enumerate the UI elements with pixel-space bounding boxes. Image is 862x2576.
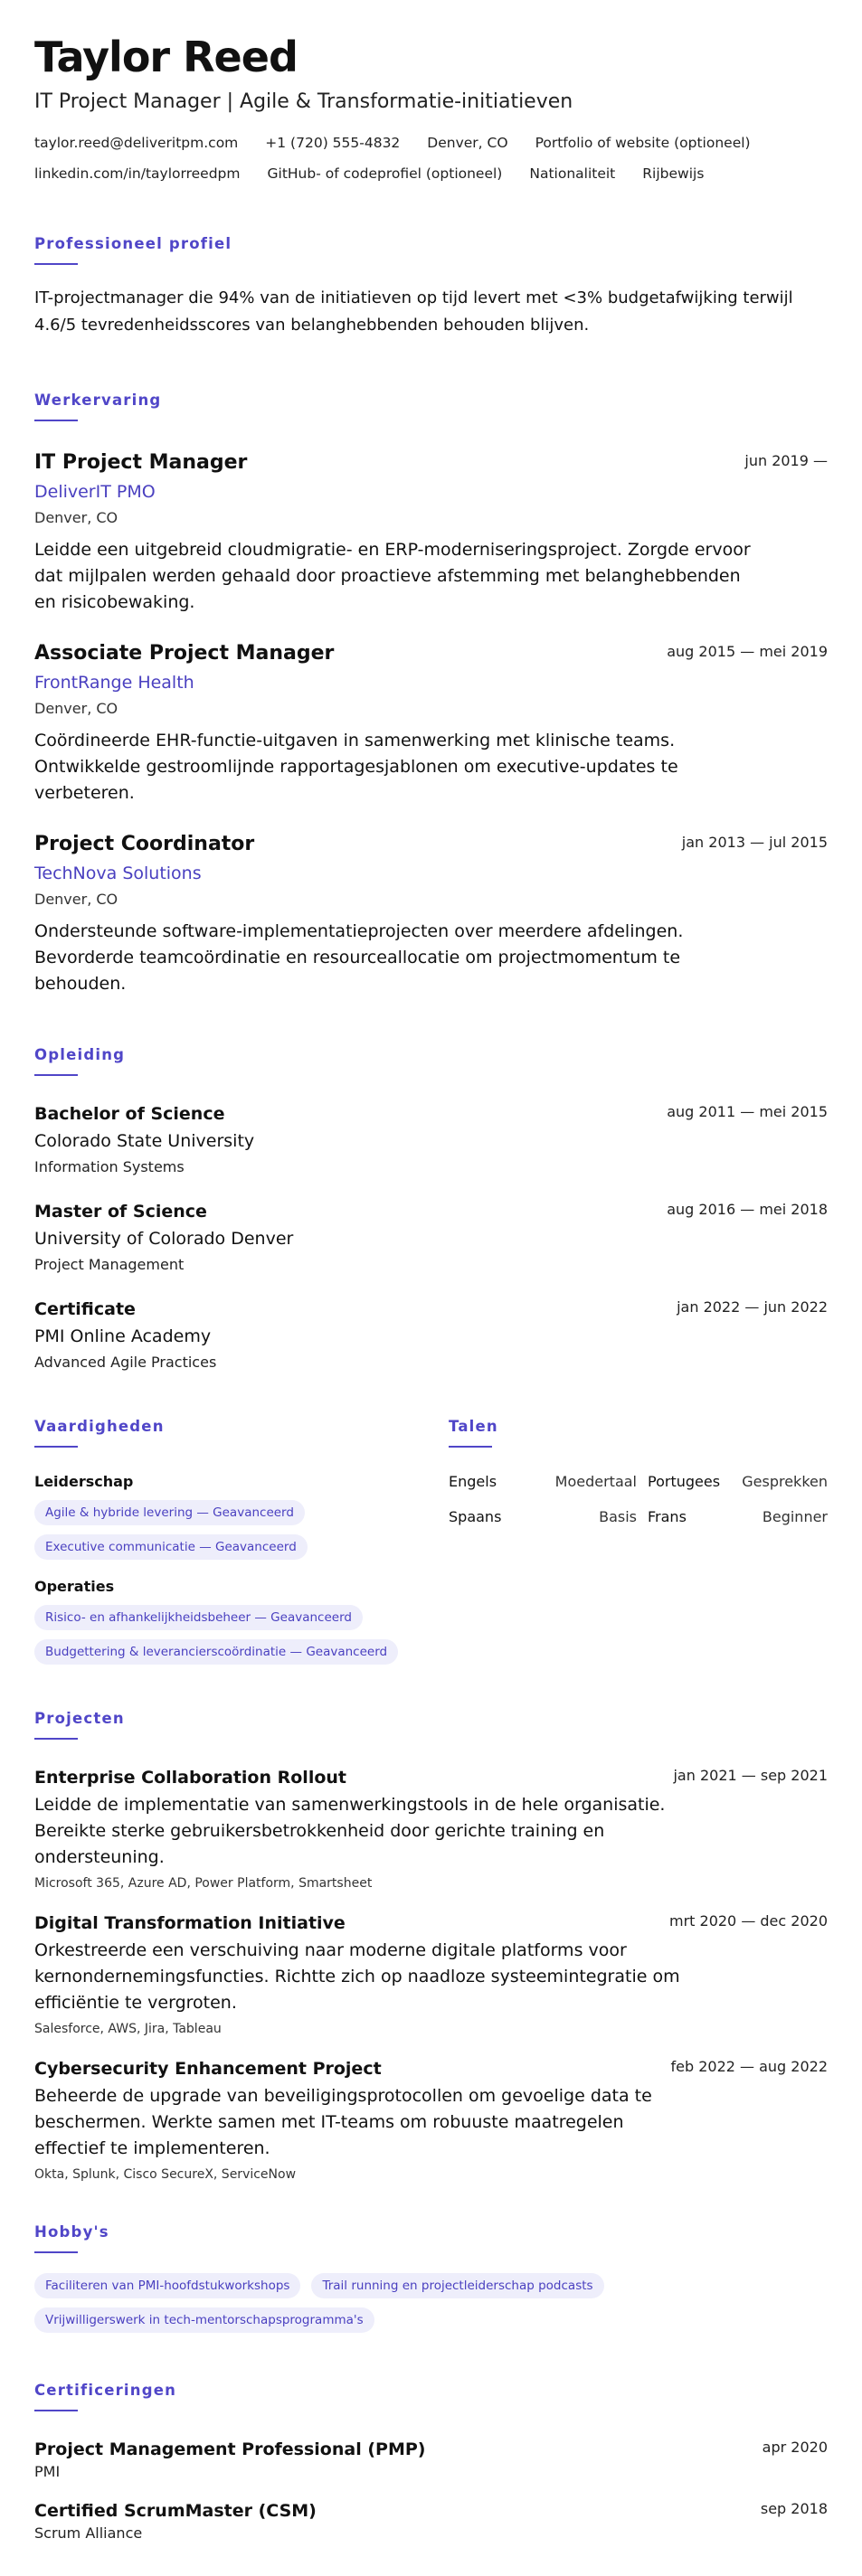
cert-title: Certified ScrumMaster (CSM) <box>34 2501 317 2521</box>
contact-linkedin[interactable]: linkedin.com/in/taylorreedpm <box>34 165 241 182</box>
certification-entry <box>34 2500 828 2543</box>
section-title-experience: Werkervaring <box>34 392 162 409</box>
job-dates: aug 2015 — mei 2019 <box>667 643 828 660</box>
language-name: Spaans <box>449 1508 502 1525</box>
edu-degree: Bachelor of Science <box>34 1104 225 1124</box>
section-title-profile: Professioneel profiel <box>34 235 232 252</box>
section-title-education: Opleiding <box>34 1046 126 1063</box>
job-dates: jun 2019 — <box>744 452 828 469</box>
project-entry <box>34 1767 828 1892</box>
edu-field: Project Management <box>34 1256 185 1273</box>
hobbies-section <box>34 2223 828 2342</box>
education-entry <box>34 1103 828 1177</box>
edu-school: PMI Online Academy <box>34 1326 212 1346</box>
project-description: Leidde de implementatie van samenwerkingstools in de hele organisatie. Bereikte sterke gebruikersbetrokkenheid door gerichte training en ondersteuning. <box>34 1795 666 1867</box>
job-title: Project Coordinator <box>34 833 255 855</box>
edu-school: University of Colorado Denver <box>34 1229 294 1249</box>
project-entry <box>34 1912 828 2038</box>
contact-github[interactable]: GitHub- of codeprofiel (optioneel) <box>267 165 503 182</box>
project-description: Beheerde de upgrade van beveiligingsprotocollen om gevoelige data te beschermen. Werkte samen met IT-teams om robuuste maatregelen effectief te implementeren. <box>34 2086 652 2158</box>
hobby-tag: Faciliteren van PMI-hoofdstukworkshops <box>34 2273 300 2298</box>
section-divider <box>449 1446 492 1448</box>
job-location: Denver, CO <box>34 509 118 526</box>
cert-date: apr 2020 <box>762 2439 828 2456</box>
section-divider <box>34 1446 78 1448</box>
hobby-tags <box>34 2273 668 2342</box>
projects-section <box>34 1710 828 2184</box>
job-entry <box>34 450 828 616</box>
job-dates: jan 2013 — jul 2015 <box>681 834 828 851</box>
edu-dates: aug 2016 — mei 2018 <box>667 1201 828 1218</box>
language-level: Beginner <box>762 1508 828 1525</box>
contact-nationality: Nationaliteit <box>529 165 616 182</box>
hobby-tag: Trail running en projectleiderschap podcasts <box>311 2273 603 2298</box>
section-title-hobbies: Hobby's <box>34 2223 109 2241</box>
profile-text: IT-projectmanager die 94% van de initiatieven op tijd levert met <3% budgetafwijking terwijl 4.6/5 tevredenheidsscores van belanghebbenden behouden blijven. <box>34 288 793 335</box>
project-title: Digital Transformation Initiative <box>34 1913 346 1933</box>
skill-group <box>34 1578 449 1665</box>
project-dates: jan 2021 — sep 2021 <box>673 1767 828 1784</box>
job-company: FrontRange Health <box>34 673 194 693</box>
resume-header <box>34 33 828 183</box>
edu-dates: jan 2022 — jun 2022 <box>677 1298 828 1316</box>
job-location: Denver, CO <box>34 700 118 717</box>
job-description: Coördineerde EHR-functie-uitgaven in samenwerking met klinische teams. Ontwikkelde gestroomlijnde rapportagesjablonen om executive-updates te verbeteren. <box>34 731 678 803</box>
job-entry <box>34 641 828 807</box>
skills-languages-row <box>34 1418 828 1665</box>
edu-dates: aug 2011 — mei 2015 <box>667 1103 828 1120</box>
contact-location: Denver, CO <box>427 135 508 151</box>
job-title: IT Project Manager <box>34 451 248 474</box>
section-divider <box>34 1738 78 1740</box>
section-title-projects: Projecten <box>34 1710 125 1727</box>
hobby-tag: Vrijwilligerswerk in tech-mentorschapsprogramma's <box>34 2307 374 2333</box>
certifications-section <box>34 2382 828 2543</box>
skill-tag: Agile & hybride levering — Geavanceerd <box>34 1500 305 1525</box>
cert-date: sep 2018 <box>760 2500 828 2517</box>
cert-title: Project Management Professional (PMP) <box>34 2439 426 2459</box>
contact-row-2 <box>34 165 828 183</box>
job-description: Ondersteunde software-implementatieprojecten over meerdere afdelingen. Bevorderde teamcoördinatie en resourceallocatie om projectmomentum te behouden. <box>34 921 684 994</box>
section-divider <box>34 263 78 265</box>
education-section <box>34 1046 828 1373</box>
section-title-skills: Vaardigheden <box>34 1418 165 1435</box>
project-tech: Salesforce, AWS, Jira, Tableau <box>34 2022 222 2036</box>
skills-section <box>34 1418 449 1665</box>
profile-section <box>34 235 828 339</box>
skill-tag: Risico- en afhankelijkheidsbeheer — Geavanceerd <box>34 1605 363 1630</box>
job-title: Associate Project Manager <box>34 642 335 665</box>
language-name: Engels <box>449 1473 497 1490</box>
languages-grid <box>449 1473 828 1525</box>
contact-phone[interactable]: +1 (720) 555-4832 <box>265 135 401 151</box>
cert-issuer: PMI <box>34 2463 61 2480</box>
headline: IT Project Manager | Agile & Transformatie-initiatieven <box>34 90 573 113</box>
job-location: Denver, CO <box>34 891 118 908</box>
project-dates: feb 2022 — aug 2022 <box>670 2058 828 2075</box>
job-description: Leidde een uitgebreid cloudmigratie- en ERP-moderniseringsproject. Zorgde ervoor dat mijlpalen werden gehaald door proactieve afstemming met belanghebbenden en risicobewaking. <box>34 540 751 612</box>
skill-group-title: Operaties <box>34 1578 115 1595</box>
project-dates: mrt 2020 — dec 2020 <box>668 1912 828 1930</box>
project-tech: Okta, Splunk, Cisco SecureX, ServiceNow <box>34 2167 297 2182</box>
skill-tag: Executive communicatie — Geavanceerd <box>34 1534 308 1560</box>
project-title: Enterprise Collaboration Rollout <box>34 1768 346 1788</box>
project-tech: Microsoft 365, Azure AD, Power Platform, Smartsheet <box>34 1876 373 1891</box>
skill-tags <box>34 1605 449 1665</box>
language-level: Moedertaal <box>554 1473 637 1490</box>
project-entry <box>34 2058 828 2184</box>
section-divider <box>34 1074 78 1076</box>
language-name: Frans <box>648 1508 687 1525</box>
section-title-languages: Talen <box>449 1418 498 1435</box>
project-title: Cybersecurity Enhancement Project <box>34 2059 382 2079</box>
experience-section <box>34 392 828 997</box>
contact-email[interactable]: taylor.reed@deliveritpm.com <box>34 135 239 151</box>
education-entry <box>34 1201 828 1275</box>
job-entry <box>34 832 828 997</box>
language-level: Gesprekken <box>742 1473 828 1490</box>
skill-tags <box>34 1500 449 1560</box>
edu-field: Information Systems <box>34 1158 185 1175</box>
section-title-certifications: Certificeringen <box>34 2382 177 2399</box>
candidate-name: Taylor Reed <box>34 33 298 81</box>
section-divider <box>34 2251 78 2253</box>
edu-degree: Master of Science <box>34 1202 207 1222</box>
skill-tag: Budgettering & leverancierscoördinatie — Geavanceerd <box>34 1639 398 1665</box>
language-level: Basis <box>599 1508 637 1525</box>
language-name: Portugees <box>648 1473 721 1490</box>
section-divider <box>34 2410 78 2411</box>
job-company: DeliverIT PMO <box>34 482 156 502</box>
job-company: TechNova Solutions <box>34 863 202 883</box>
certification-entry <box>34 2439 828 2482</box>
edu-school: Colorado State University <box>34 1131 255 1151</box>
education-entry <box>34 1298 828 1373</box>
skill-group <box>34 1473 449 1560</box>
edu-degree: Certificate <box>34 1299 136 1319</box>
contact-license: Rijbewijs <box>642 165 705 182</box>
skill-group-title: Leiderschap <box>34 1473 134 1490</box>
edu-field: Advanced Agile Practices <box>34 1354 217 1371</box>
project-description: Orkestreerde een verschuiving naar moderne digitale platforms voor kernondernemingsfuncties. Richtte zich op naadloze systeemintegratie om efficiëntie te vergroten. <box>34 1940 680 2013</box>
languages-section <box>449 1418 828 1665</box>
section-divider <box>34 420 78 421</box>
contact-row-1 <box>34 134 828 152</box>
contact-portfolio[interactable]: Portfolio of website (optioneel) <box>535 135 751 151</box>
cert-issuer: Scrum Alliance <box>34 2524 143 2542</box>
